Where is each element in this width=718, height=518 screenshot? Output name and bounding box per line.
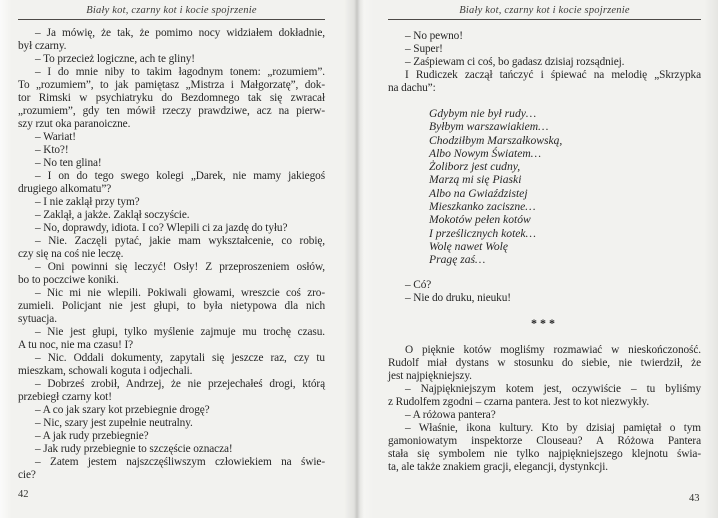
section-separator: *** <box>531 315 558 330</box>
text-line: O pięknie kotów mogliśmy rozmawiać w nieskończoność. <box>405 343 701 356</box>
paragraph <box>18 261 325 287</box>
paragraph <box>388 292 701 305</box>
running-header: Biały kot, czarny kot i kocie spojrzenie <box>459 5 630 16</box>
text-line: – Nie do druku, nieuku! <box>405 291 511 304</box>
header-rule <box>388 19 701 20</box>
page-gutter-shadow <box>344 0 374 518</box>
paragraph <box>388 43 701 56</box>
right-page-body <box>388 30 701 474</box>
text-line: – Nic, szary jest zupełnie neutralny. <box>35 417 193 429</box>
verse-line: Albo Nowym Światem… <box>429 146 542 160</box>
paragraph <box>18 209 325 222</box>
verse-block <box>388 107 701 267</box>
paragraph <box>18 404 325 417</box>
text-line: – I nie zaklął przy tym? <box>35 196 140 208</box>
text-line: – Ja mówię, że tak, że pomimo nocy widziałem dokładnie, <box>35 27 325 39</box>
text-line: – Nic. Oddali dokumenty, zapytali się jeszcze raz, czy tu <box>35 352 325 364</box>
paragraph <box>388 344 701 383</box>
text-line: – Zatem jestem najszczęśliwszym człowiekiem na świe- <box>35 456 325 468</box>
verse-line: Mieszkanko zaciszne… <box>429 200 536 214</box>
page-number: 42 <box>18 489 29 500</box>
text-line: sytuacja. <box>18 313 57 325</box>
paragraph <box>18 235 325 261</box>
text-line: przebiegł czarny kot! <box>18 391 112 403</box>
text-line: cie? <box>18 469 36 481</box>
text-line: – A jak rudy przebiegnie? <box>35 430 149 442</box>
text-line: tor Rimski w psychiatryku do Bezdomnego tak się zwracał <box>18 92 325 104</box>
text-line: mieszkam, schowali koguta i odjechali. <box>18 365 193 377</box>
text-line: – Wariat! <box>35 131 76 143</box>
paragraph <box>18 66 325 131</box>
verse-line: Żoliborz jest cudny, <box>429 160 521 174</box>
paragraph <box>18 170 325 196</box>
left-page-body <box>18 27 325 482</box>
text-line: gamoniowatym inspektorze Clouseau? A Różowa Pantera <box>388 434 701 447</box>
text-line: czy się na coś nie leczę. <box>18 248 124 260</box>
paragraph <box>388 69 701 95</box>
verse-line: Pragę zaś… <box>429 253 486 267</box>
running-header: Biały kot, czarny kot i kocie spojrzenie <box>86 5 257 16</box>
paragraph <box>18 443 325 456</box>
paragraph <box>388 30 701 43</box>
text-line: – Kto?! <box>35 144 69 156</box>
text-line: A tu noc, nie ma czasu! I? <box>18 339 134 351</box>
verse-line: Wolę nawet Wolę <box>429 239 509 253</box>
scan-left-edge-highlight <box>0 0 12 518</box>
text-line: – Nie jest głupi, tylko myślenie zajmuje mu trochę czasu. <box>35 326 325 338</box>
verse-line: I prześlicznych kotek… <box>429 226 536 240</box>
paragraph <box>388 409 701 422</box>
text-line: z Rudolfem zgodni – czarna pantera. Jest to kot niezwykły. <box>388 395 650 408</box>
text-line: – To przecież logiczne, ach te gliny! <box>35 53 195 65</box>
right-page <box>388 0 701 474</box>
text-line: Rudolf miał dystans w stosunku do siebie, nie twierdził, że <box>388 356 701 369</box>
text-line: – Super! <box>405 43 443 55</box>
paragraph <box>388 422 701 474</box>
text-line: był czarny. <box>18 40 67 52</box>
text-line: – Jak rudy przebiegnie to szczęście oznacza! <box>35 443 233 455</box>
text-line: – I on do tego swego kolegi „Darek, nie mamy jakiegoś <box>35 170 325 182</box>
paragraph <box>18 157 325 170</box>
text-line: bo to poczciwe koniki. <box>18 274 119 286</box>
text-line: drugiego alkomatu”? <box>18 183 112 195</box>
page-number: 43 <box>689 493 700 504</box>
paragraph <box>18 352 325 378</box>
text-line: – No, doprawdy, idiota. I co? Wlepili ci za jazdę do tyłu? <box>35 222 288 234</box>
paragraph <box>18 417 325 430</box>
scan-right-edge-shadow <box>704 0 718 518</box>
text-line: I Rudiczek zaczął tańczyć i śpiewać na melodię „Skrzypka <box>405 69 701 81</box>
text-line: – Właśnie, ikona kultury. Kto by dzisiaj pamiętał o tym <box>405 421 701 434</box>
paragraph <box>18 378 325 404</box>
paragraph <box>388 383 701 409</box>
paragraph <box>388 56 701 69</box>
verse-line: Gdybym nie był rudy… <box>429 107 537 120</box>
paragraph <box>18 326 325 352</box>
text-line: – Nic mi nie wlepili. Pokiwali głowami, wreszcie coś zro- <box>35 287 325 299</box>
paragraph <box>18 27 325 53</box>
paragraph <box>18 196 325 209</box>
text-line: – Najpiękniejszym kotem jest, oczywiście – tu byliśmy <box>405 382 701 395</box>
paragraph <box>18 222 325 235</box>
header-rule <box>18 19 325 20</box>
text-line: – Zaśpiewam ci coś, bo gadasz dzisiaj rozsądniej. <box>405 56 625 68</box>
verse-line: Marzą mi się Piaski <box>429 173 522 187</box>
text-line: – No pewno! <box>405 30 463 42</box>
text-line: stała się symbolem nie tylko najpiękniejszego klejnotu świa- <box>388 447 701 460</box>
paragraph <box>18 430 325 443</box>
text-line: ta, ale także znakiem gracji, elegancji, dystynkcji. <box>388 460 609 473</box>
paragraph <box>18 131 325 144</box>
text-line: – No ten glina! <box>35 157 102 169</box>
paragraph <box>388 279 701 292</box>
text-line: – Dobrześ zrobił, Andrzej, że nie przejechałeś drogi, którą <box>35 378 325 390</box>
text-line: „rozumiem”, gdy ten mówił rzeczy prawdziwe, acz na pierw- <box>18 105 325 117</box>
text-line: – Có? <box>405 278 432 291</box>
text-line: – I do mnie niby to takim łagodnym tonem: „rozumiem”. <box>35 66 325 78</box>
text-line: szy rzut oka paranoiczne. <box>18 118 131 130</box>
text-line: To „rozumiem”, to jak pamiętasz „Mistrza i Małgorzatę”, dok- <box>18 79 325 91</box>
paragraph <box>18 53 325 66</box>
paragraph <box>18 144 325 157</box>
left-page <box>18 0 325 482</box>
text-line: – A co jak szary kot przebiegnie drogę? <box>35 404 210 416</box>
text-line: – Zaklął, a jakże. Zaklął soczyście. <box>35 209 190 221</box>
verse-line: Byłbym warszawiakiem… <box>429 120 549 134</box>
verse-line: Albo na Gwiaździstej <box>429 186 528 200</box>
verse-line: Chodziłbym Marszałkowską, <box>429 133 563 147</box>
text-line: – Oni powinni się leczyć! Osły! Z przeproszeniem osłów, <box>35 261 325 273</box>
text-line: na dachu”: <box>388 82 436 94</box>
paragraph <box>18 287 325 326</box>
verse-line: Mokotów pełen kotów <box>429 213 531 227</box>
text-line: – Nie. Zaczęli pytać, jakie mam wykształcenie, co robię, <box>35 235 325 247</box>
text-line: zumieli. Policjant nie jest głupi, to była nietypowa dla nich <box>18 300 325 312</box>
paragraph <box>18 456 325 482</box>
text-line: jest najpiękniejszy. <box>388 369 472 382</box>
text-line: – A różowa pantera? <box>405 408 496 421</box>
